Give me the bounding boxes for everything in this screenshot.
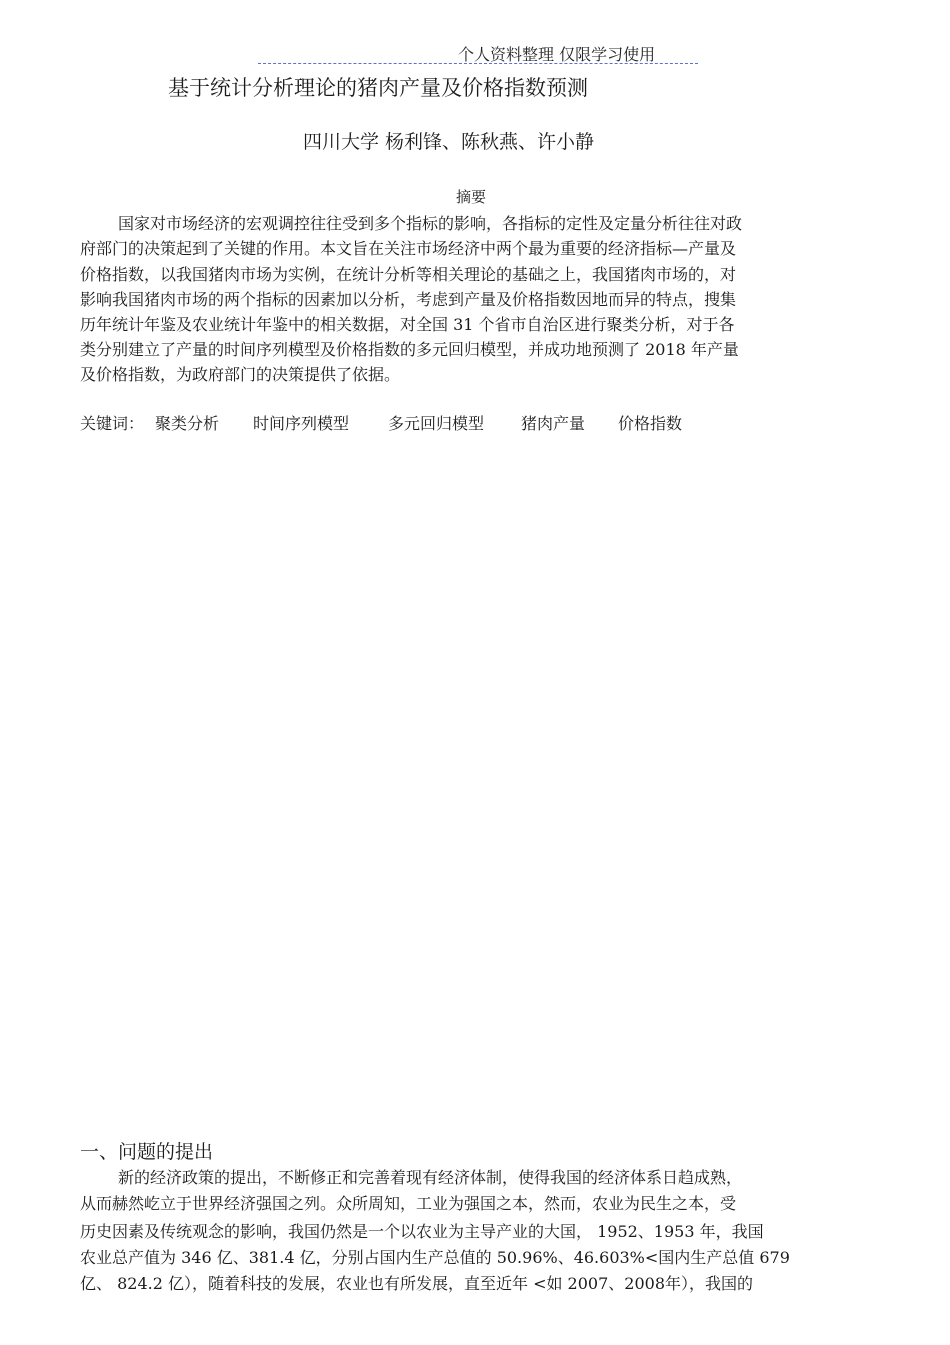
paper-title: 基于统计分析理论的猪肉产量及价格指数预测 (168, 76, 588, 100)
keyword: 多元回归模型 (388, 414, 485, 433)
header-divider (258, 63, 698, 64)
keyword: 猪肉产量 (521, 414, 586, 433)
body-line: 新的经济政策的提出，不断修正和完善着现有经济体制，使得我国的经济体系日趋成熟， (118, 1168, 743, 1187)
keywords-label: 关键词： (80, 414, 145, 433)
header-note: 个人资料整理 仅限学习使用 (458, 45, 656, 64)
abstract-line: 及价格指数，为政府部门的决策提供了依据。 (80, 365, 401, 384)
keyword: 价格指数 (618, 414, 683, 433)
abstract-line: 类分别建立了产量的时间序列模型及价格指数的多元回归模型，并成功地预测了 2018 年产量 (80, 340, 739, 359)
author-line: 四川大学 杨利锋、陈秋燕、许小静 (303, 131, 595, 153)
section-heading: 一、问题的提出 (80, 1141, 214, 1163)
body-line: 历史因素及传统观念的影响，我国仍然是一个以农业为主导产业的大国， 1952、1953 年，我国 (80, 1222, 764, 1241)
abstract-heading: 摘要 (456, 188, 487, 206)
abstract-line: 历年统计年鉴及农业统计年鉴中的相关数据，对全国 31 个省市自治区进行聚类分析，对于各 (80, 315, 735, 334)
body-line: 农业总产值为 346 亿、381.4 亿，分别占国内生产总值的 50.96%、46.603%<国内生产总值 679 (80, 1248, 790, 1267)
abstract-line: 价格指数，以我国猪肉市场为实例，在统计分析等相关理论的基础之上，我国猪肉市场的，对 (80, 265, 737, 284)
abstract-line: 府部门的决策起到了关键的作用。本文旨在关注市场经济中两个最为重要的经济指标—产量及 (80, 239, 737, 258)
abstract-line: 影响我国猪肉市场的两个指标的因素加以分析，考虑到产量及价格指数因地而异的特点，搜集 (80, 290, 737, 309)
keyword: 时间序列模型 (253, 414, 350, 433)
body-line: 亿、 824.2 亿），随着科技的发展，农业也有所发展，直至近年 <如 2007、2008年），我国的 (80, 1274, 753, 1293)
abstract-line: 国家对市场经济的宏观调控往往受到多个指标的影响，各指标的定性及定量分析往往对政 (118, 214, 743, 233)
keyword: 聚类分析 (155, 414, 220, 433)
body-line: 从而赫然屹立于世界经济强国之列。众所周知，工业为强国之本，然而，农业为民生之本，受 (80, 1194, 737, 1213)
